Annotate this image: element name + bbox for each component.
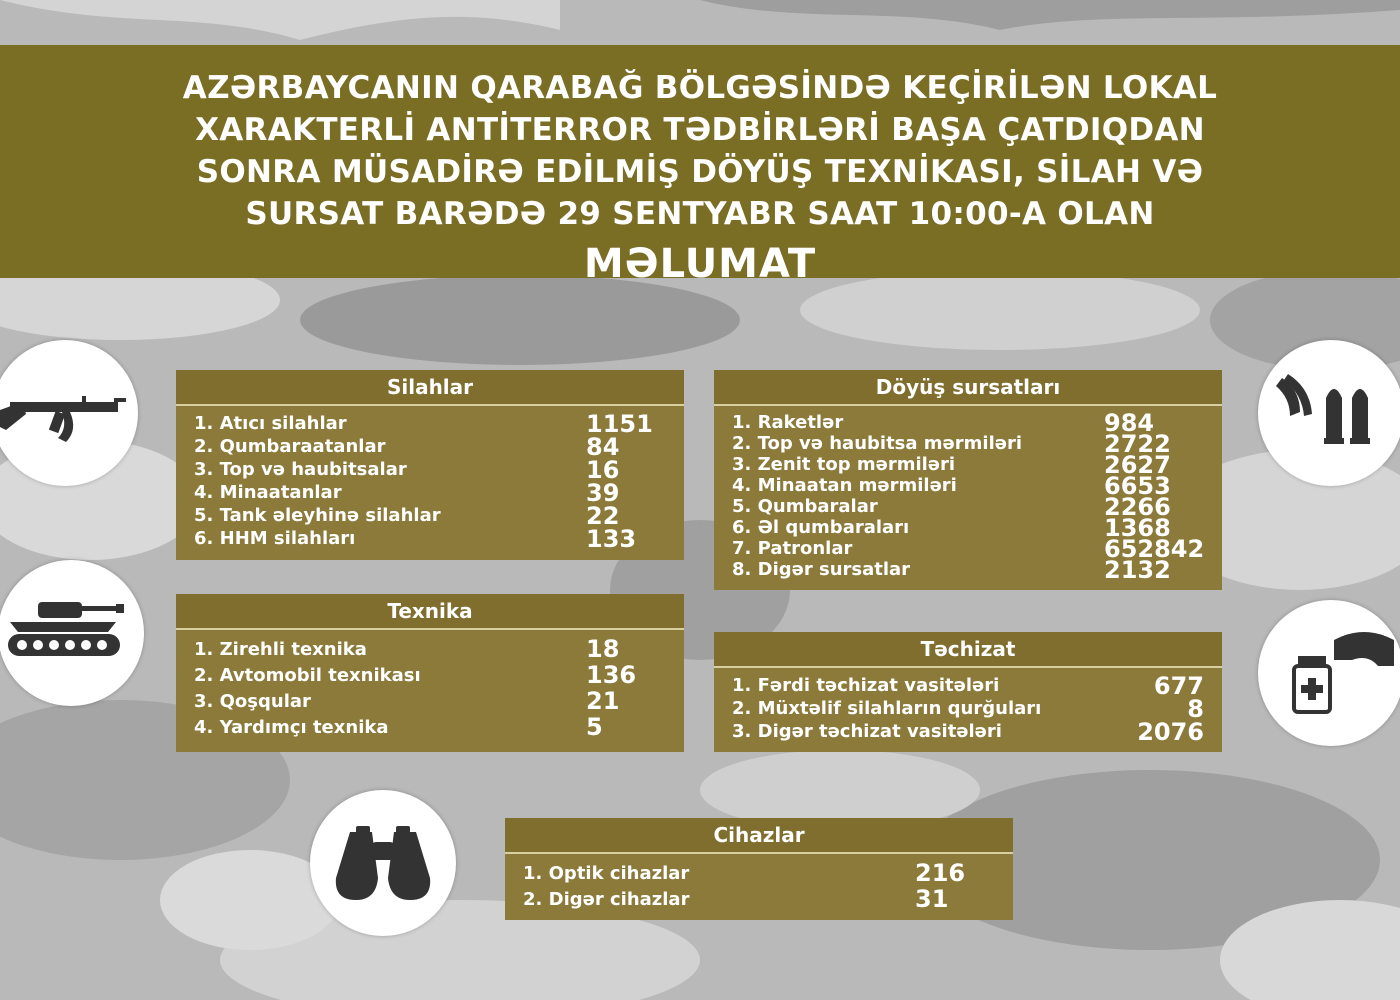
item-label: 4. Minaatanlar [194, 482, 342, 503]
binoculars-icon [310, 790, 456, 936]
item-label: 6. Əl qumbaraları [732, 517, 910, 538]
item-label: 5. Tank əleyhinə silahlar [194, 505, 441, 526]
list-item [194, 524, 666, 553]
item-value: 2266 [1104, 492, 1171, 521]
list-item [523, 860, 995, 886]
item-label: 2. Top və haubitsa mərmiləri [732, 433, 1022, 454]
item-label: 8. Digər sursatlar [732, 559, 911, 580]
list-item [194, 662, 666, 688]
header-title-line: SONRA MÜSADİRƏ EDİLMİŞ DÖYÜŞ TEXNİKASI, SİLAH VƏ [196, 154, 1204, 190]
item-label: 2. Avtomobil texnikası [194, 664, 421, 686]
item-value: 18 [586, 635, 620, 663]
item-value: 2132 [1104, 555, 1171, 584]
item-label: 3. Digər təchizat vasitələri [732, 721, 1002, 742]
item-label: 6. HHM silahları [194, 528, 356, 549]
item-label: 2. Qumbaraatanlar [194, 436, 386, 457]
item-label: 3. Zenit top mərmiləri [732, 454, 956, 475]
item-value: 31 [915, 885, 949, 913]
medkit-helmet-icon-circle [1258, 600, 1400, 746]
panel-title: Texnika [176, 594, 684, 630]
item-value: 2627 [1104, 450, 1171, 479]
item-label: 4. Yardımçı texnika [194, 716, 389, 738]
item-value: 16 [586, 455, 620, 484]
panel-doyus-sursatlari [714, 370, 1222, 590]
binoculars-icon-circle [310, 790, 456, 936]
item-value: 2076 [1137, 717, 1204, 746]
list-item [732, 555, 1204, 584]
list-item [194, 636, 666, 662]
item-label: 2. Müxtəlif silahların qurğuları [732, 698, 1042, 719]
header-title-line: AZƏRBAYCANIN QARABAĞ BÖLGƏSİNDƏ KEÇİRİLƏN LOKAL [182, 70, 1218, 106]
panel-title: Silahlar [176, 370, 684, 406]
list-item [732, 717, 1204, 746]
item-value: 39 [586, 478, 620, 507]
header-banner [0, 45, 1400, 287]
ammo-icon-circle [1258, 340, 1400, 486]
item-value: 984 [1104, 408, 1155, 437]
item-label: 4. Minaatan mərmiləri [732, 475, 957, 496]
panel-title: Döyüş sursatları [714, 370, 1222, 406]
item-value: 6653 [1104, 471, 1171, 500]
panel-title: Təchizat [714, 632, 1222, 668]
list-item [194, 688, 666, 714]
rifle-icon [0, 340, 138, 486]
item-label: 3. Qoşqular [194, 690, 311, 712]
panel-techizat [714, 632, 1222, 752]
rifle-icon-circle [0, 340, 138, 486]
item-value: 2722 [1104, 429, 1171, 458]
item-label: 1. Optik cihazlar [523, 862, 690, 884]
item-label: 1. Zirehli texnika [194, 638, 367, 660]
item-label: 5. Qumbaralar [732, 496, 878, 517]
medkit-helmet-icon [1258, 600, 1400, 746]
item-value: 8 [1187, 694, 1204, 723]
item-value: 216 [915, 859, 966, 887]
ammo-icon [1258, 340, 1400, 486]
header-subtitle: MƏLUMAT [583, 241, 817, 287]
item-value: 677 [1153, 671, 1204, 700]
item-value: 133 [586, 524, 637, 553]
header-title-line: XARAKTERLİ ANTİTERROR TƏDBİRLƏRİ BAŞA ÇATDIQDAN [195, 112, 1205, 148]
panel-texnika [176, 594, 684, 752]
tank-icon-circle [0, 560, 144, 706]
item-label: 1. Fərdi təchizat vasitələri [732, 675, 1000, 696]
item-value: 1368 [1104, 513, 1171, 542]
header-title-line: SURSAT BARƏDƏ 29 SENTYABR SAAT 10:00-A OLAN [245, 196, 1155, 232]
list-item [194, 714, 666, 740]
item-label: 3. Top və haubitsalar [194, 459, 407, 480]
item-label: 1. Atıcı silahlar [194, 413, 347, 434]
item-value: 22 [586, 501, 620, 530]
panel-title: Cihazlar [505, 818, 1013, 854]
item-value: 5 [586, 713, 603, 741]
tank-icon [0, 560, 144, 706]
item-value: 136 [586, 661, 637, 689]
item-label: 1. Raketlər [732, 412, 844, 433]
item-value: 1151 [586, 409, 653, 438]
list-item [523, 886, 995, 912]
panel-cihazlar [505, 818, 1013, 920]
item-value: 84 [586, 432, 620, 461]
panel-silahlar [176, 370, 684, 560]
item-label: 7. Patronlar [732, 538, 853, 559]
item-label: 2. Digər cihazlar [523, 888, 690, 910]
item-value: 652842 [1104, 534, 1205, 563]
item-value: 21 [586, 687, 620, 715]
